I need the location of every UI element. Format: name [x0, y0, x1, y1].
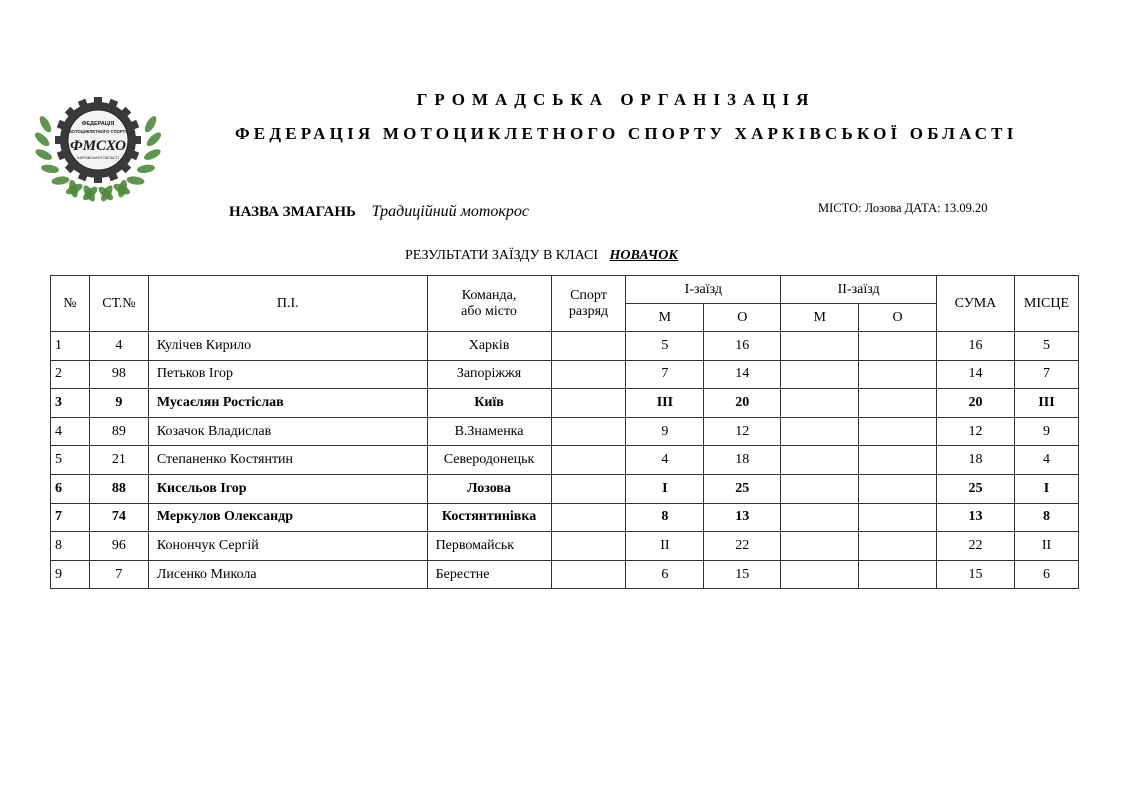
table-row	[51, 503, 1079, 532]
gear-tooth	[133, 136, 141, 144]
row-sum: 12	[937, 417, 1015, 446]
row-team: Первомайськ	[427, 532, 551, 561]
row-race2-o	[859, 532, 937, 561]
row-rank	[551, 560, 626, 589]
header-race1-o: О	[704, 304, 781, 332]
row-rank	[551, 446, 626, 475]
row-rank	[551, 417, 626, 446]
row-num: 5	[51, 446, 90, 475]
row-race2-o	[859, 332, 937, 361]
row-sum: 14	[937, 360, 1015, 389]
header-rank	[551, 276, 626, 332]
wreath-leaf	[145, 130, 164, 148]
row-name: Кулічев Кирило	[148, 332, 427, 361]
row-rank	[551, 332, 626, 361]
row-race2-o	[859, 389, 937, 418]
row-race2-m	[781, 560, 859, 589]
row-sum: 15	[937, 560, 1015, 589]
row-place: ІІ	[1014, 532, 1078, 561]
row-sum: 25	[937, 474, 1015, 503]
row-start-num: 7	[89, 560, 148, 589]
wreath-leaf	[37, 114, 53, 134]
row-place: ІІІ	[1014, 389, 1078, 418]
wreath-leaf	[142, 147, 162, 162]
table-row	[51, 532, 1079, 561]
row-place: 4	[1014, 446, 1078, 475]
row-rank	[551, 503, 626, 532]
row-race2-o	[859, 417, 937, 446]
org-title-line2: ФЕДЕРАЦІЯ МОТОЦИКЛЕТНОГО СПОРТУ ХАРКІВСЬКОЇ ОБЛАСТІ	[235, 124, 1018, 143]
row-name: Мусаєлян Ростіслав	[148, 389, 427, 418]
row-race1-o: 22	[704, 532, 781, 561]
header-race2-m: М	[781, 304, 859, 332]
row-race1-o: 12	[704, 417, 781, 446]
row-race2-m	[781, 389, 859, 418]
row-name: Конончук Сергій	[148, 532, 427, 561]
header-start-num: СТ.№	[89, 276, 148, 332]
row-race2-m	[781, 417, 859, 446]
row-place: 9	[1014, 417, 1078, 446]
row-place: 6	[1014, 560, 1078, 589]
row-start-num: 89	[89, 417, 148, 446]
header-name: П.І.	[148, 276, 427, 332]
row-name: Кисєльов Ігор	[148, 474, 427, 503]
header-rank-line1: Спорт	[570, 287, 607, 303]
table-row	[51, 389, 1079, 418]
wreath-leaf	[33, 130, 52, 148]
row-sum: 18	[937, 446, 1015, 475]
org-title-line1: ГРОМАДСЬКА ОРГАНІЗАЦІЯ	[416, 90, 816, 109]
gear-tooth	[55, 136, 63, 144]
row-race1-o: 20	[704, 389, 781, 418]
row-race1-o: 13	[704, 503, 781, 532]
row-race1-m: ІІ	[626, 532, 704, 561]
row-race1-o: 18	[704, 446, 781, 475]
row-start-num: 96	[89, 532, 148, 561]
row-team: Костянтинівка	[427, 503, 551, 532]
row-name: Лисенко Микола	[148, 560, 427, 589]
event-name: Традиційний мотокрос	[371, 203, 529, 220]
row-start-num: 98	[89, 360, 148, 389]
row-place: 5	[1014, 332, 1078, 361]
event-place-date: МІСТО: Лозова ДАТА: 13.09.20	[818, 201, 988, 215]
wreath-leaf	[51, 175, 70, 185]
row-race1-m: 8	[626, 503, 704, 532]
row-team: Берестне	[427, 560, 551, 589]
header-rank-line2: разряд	[568, 303, 609, 319]
row-race2-o	[859, 560, 937, 589]
results-class-name: НОВАЧОК	[609, 248, 678, 263]
header-num: №	[51, 276, 90, 332]
table-row	[51, 446, 1079, 475]
row-race1-o: 16	[704, 332, 781, 361]
row-race1-m: 6	[626, 560, 704, 589]
logo-text-middle: МОТОЦИКЛЕТНОГО СПОРТУ	[68, 129, 128, 134]
row-place: 7	[1014, 360, 1078, 389]
header-sum: СУМА	[937, 276, 1015, 332]
row-rank	[551, 360, 626, 389]
row-rank	[551, 474, 626, 503]
row-race2-m	[781, 360, 859, 389]
results-title	[405, 248, 678, 264]
row-start-num: 4	[89, 332, 148, 361]
results-title-prefix: РЕЗУЛЬТАТИ ЗАЇЗДУ В КЛАСІ	[405, 248, 599, 263]
row-race1-o: 25	[704, 474, 781, 503]
row-rank	[551, 532, 626, 561]
row-num: 7	[51, 503, 90, 532]
row-race1-o: 15	[704, 560, 781, 589]
event-label: НАЗВА ЗМАГАНЬ	[229, 204, 356, 220]
header-team-line1: Команда,	[461, 287, 517, 303]
header-race1-m: М	[626, 304, 704, 332]
row-team: В.Знаменка	[427, 417, 551, 446]
row-sum: 20	[937, 389, 1015, 418]
row-team: Запоріжжя	[427, 360, 551, 389]
header-team-line2: або місто	[461, 303, 517, 319]
header-race2-o: О	[859, 304, 937, 332]
wreath-leaf	[126, 175, 145, 185]
row-num: 2	[51, 360, 90, 389]
header-race1: І-заїзд	[626, 276, 781, 304]
row-start-num: 9	[89, 389, 148, 418]
wreath-leaf	[34, 147, 54, 162]
row-race2-m	[781, 532, 859, 561]
row-place: І	[1014, 474, 1078, 503]
wreath-leaf	[136, 163, 155, 174]
row-team: Лозова	[427, 474, 551, 503]
row-race2-m	[781, 474, 859, 503]
row-start-num: 74	[89, 503, 148, 532]
logo-abbr: ФМСХО	[70, 138, 126, 154]
row-name: Меркулов Олександр	[148, 503, 427, 532]
row-name: Козачок Владислав	[148, 417, 427, 446]
row-race2-m	[781, 446, 859, 475]
row-race2-m	[781, 503, 859, 532]
results-table	[50, 275, 1079, 589]
row-sum: 13	[937, 503, 1015, 532]
logo-text-bottom: ХАРКІВСЬКОЇ ОБЛАСТІ	[76, 156, 120, 160]
row-race2-o	[859, 360, 937, 389]
table-row	[51, 360, 1079, 389]
row-place: 8	[1014, 503, 1078, 532]
row-race1-m: 9	[626, 417, 704, 446]
row-num: 8	[51, 532, 90, 561]
row-race1-m: 5	[626, 332, 704, 361]
row-name: Степаненко Костянтин	[148, 446, 427, 475]
row-num: 9	[51, 560, 90, 589]
row-race1-o: 14	[704, 360, 781, 389]
row-rank	[551, 389, 626, 418]
table-row	[51, 474, 1079, 503]
row-num: 6	[51, 474, 90, 503]
row-num: 3	[51, 389, 90, 418]
header-team	[427, 276, 551, 332]
row-name: Петьков Ігор	[148, 360, 427, 389]
row-num: 4	[51, 417, 90, 446]
row-race1-m: ІІІ	[626, 389, 704, 418]
row-race2-o	[859, 446, 937, 475]
gear-tooth	[94, 175, 102, 183]
row-sum: 22	[937, 532, 1015, 561]
wreath-leaf	[143, 114, 159, 134]
wreath-leaf	[40, 163, 59, 174]
logo-text-top: ФЕДЕРАЦІЯ	[81, 121, 115, 127]
row-race1-m: 7	[626, 360, 704, 389]
row-race1-m: І	[626, 474, 704, 503]
event-name-row	[229, 203, 529, 221]
row-race2-o	[859, 474, 937, 503]
row-team: Київ	[427, 389, 551, 418]
row-race1-m: 4	[626, 446, 704, 475]
row-race2-m	[781, 332, 859, 361]
row-race2-o	[859, 503, 937, 532]
row-team: Северодонецьк	[427, 446, 551, 475]
table-row	[51, 560, 1079, 589]
table-row	[51, 417, 1079, 446]
row-start-num: 88	[89, 474, 148, 503]
row-start-num: 21	[89, 446, 148, 475]
row-sum: 16	[937, 332, 1015, 361]
table-row	[51, 332, 1079, 361]
header-place: МІСЦЕ	[1014, 276, 1078, 332]
row-num: 1	[51, 332, 90, 361]
row-team: Харків	[427, 332, 551, 361]
header-race2: ІІ-заїзд	[781, 276, 937, 304]
